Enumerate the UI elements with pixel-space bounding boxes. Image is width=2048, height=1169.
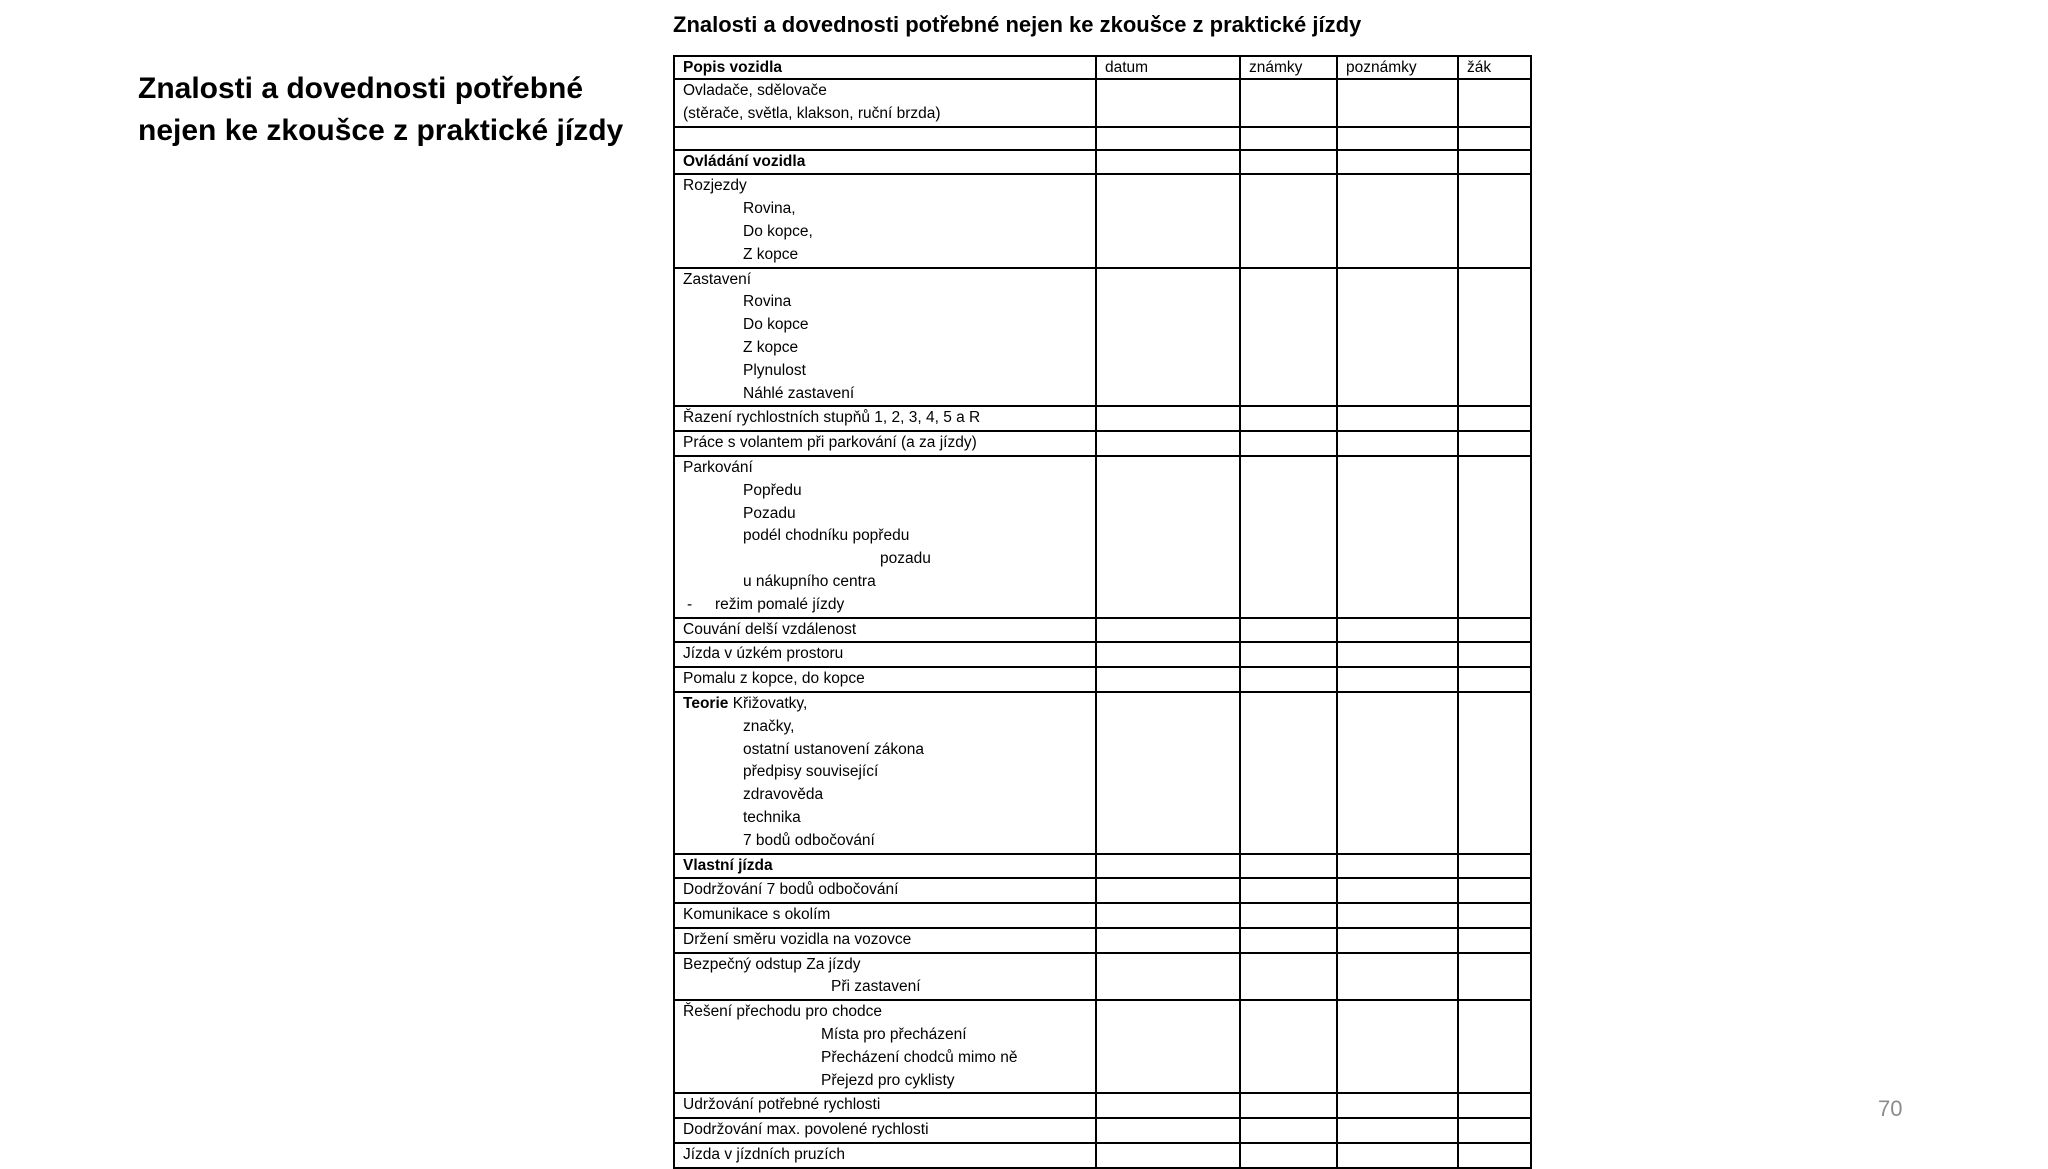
row-teorie-first: Křižovatky, xyxy=(732,694,808,712)
cell-poznamky xyxy=(1337,618,1458,643)
table-row xyxy=(674,1000,1531,1093)
cell-datum xyxy=(1096,150,1240,175)
cell-datum xyxy=(1096,692,1240,854)
table-row xyxy=(674,878,1531,903)
cell-znamky xyxy=(1240,692,1337,854)
page-number: 70 xyxy=(1878,1096,1903,1121)
table-row xyxy=(674,1118,1531,1143)
row-parkovani-item: Pozadu xyxy=(743,504,796,522)
row-label xyxy=(674,174,1096,267)
cell-datum xyxy=(1096,1000,1240,1093)
cell-znamky xyxy=(1240,667,1337,692)
cell-poznamky xyxy=(1337,174,1458,267)
row-reseni-prechodu: Řešení přechodu pro chodce xyxy=(683,1003,883,1021)
cell-poznamky xyxy=(1337,79,1458,127)
cell-datum xyxy=(1096,903,1240,928)
cell-datum xyxy=(1096,667,1240,692)
cell-zak xyxy=(1458,903,1531,928)
cell-poznamky xyxy=(1337,642,1458,667)
header-znamky: známky xyxy=(1240,56,1337,79)
cell-poznamky xyxy=(1337,1000,1458,1093)
cell-zak xyxy=(1458,1118,1531,1143)
cell-znamky xyxy=(1240,79,1337,127)
cell-zak xyxy=(1458,1143,1531,1168)
cell-znamky xyxy=(1240,1143,1337,1168)
cell-zak xyxy=(1458,1093,1531,1118)
table-section-row xyxy=(674,150,1531,175)
slide-title-line-1: Znalosti a dovednosti potřebné xyxy=(138,72,584,105)
row-dodrzovani-max: Dodržování max. povolené rychlosti xyxy=(674,1118,1096,1143)
cell-zak xyxy=(1458,79,1531,127)
row-ovladace-sub: (stěrače, světla, klakson, ruční brzda) xyxy=(683,104,941,122)
row-rozjezdy-item: Z kopce xyxy=(743,245,799,263)
row-label xyxy=(674,268,1096,407)
cell-zak xyxy=(1458,667,1531,692)
row-drzeni-smeru: Držení směru vozidla na vozovce xyxy=(674,928,1096,953)
cell-datum xyxy=(1096,1093,1240,1118)
cell-zak xyxy=(1458,642,1531,667)
document-title: Znalosti a dovednosti potřebné nejen ke zkoušce z praktické jízdy xyxy=(673,12,1362,37)
row-label xyxy=(674,953,1096,1001)
row-label xyxy=(674,692,1096,854)
header-poznamky: poznámky xyxy=(1337,56,1458,79)
cell-zak xyxy=(1458,928,1531,953)
skills-checklist-table xyxy=(673,55,1532,1169)
row-komunikace: Komunikace s okolím xyxy=(674,903,1096,928)
row-zastaveni-item: Plynulost xyxy=(743,361,806,379)
cell-zak xyxy=(1458,456,1531,618)
table-row-empty xyxy=(674,127,1531,150)
row-zastaveni-item: Do kopce xyxy=(743,316,809,334)
row-rezim xyxy=(683,594,1087,617)
row-couvani: Couvání delší vzdálenost xyxy=(674,618,1096,643)
row-prechod-item: Přejezd pro cyklisty xyxy=(821,1071,955,1089)
cell-poznamky xyxy=(1337,667,1458,692)
cell-datum xyxy=(1096,431,1240,456)
row-rozjezdy-item: Rovina, xyxy=(743,200,796,218)
row-rezim-text: režim pomalé jízdy xyxy=(715,595,845,613)
row-teorie xyxy=(683,693,1087,716)
header-zak: žák xyxy=(1458,56,1531,79)
cell-datum xyxy=(1096,79,1240,127)
cell-poznamky xyxy=(1337,150,1458,175)
row-label xyxy=(674,79,1096,127)
cell-zak xyxy=(1458,618,1531,643)
cell-zak xyxy=(1458,127,1531,150)
cell-zak xyxy=(1458,431,1531,456)
row-parkovani: Parkování xyxy=(683,458,753,476)
table-row xyxy=(674,928,1531,953)
row-pomalu: Pomalu z kopce, do kopce xyxy=(674,667,1096,692)
cell-znamky xyxy=(1240,878,1337,903)
cell-poznamky xyxy=(1337,456,1458,618)
row-dodrzovani-7: Dodržování 7 bodů odbočování xyxy=(674,878,1096,903)
row-teorie-item: značky, xyxy=(743,717,795,735)
row-ovladani-vozidla: Ovládání vozidla xyxy=(674,150,1096,175)
cell-zak xyxy=(1458,1000,1531,1093)
table-row xyxy=(674,667,1531,692)
cell-zak xyxy=(1458,692,1531,854)
cell-znamky xyxy=(1240,928,1337,953)
cell-datum xyxy=(1096,1118,1240,1143)
slide-title-line-2: nejen ke zkoušce z praktické jízdy xyxy=(138,114,624,147)
cell-znamky xyxy=(1240,1000,1337,1093)
row-zastaveni-item: Náhlé zastavení xyxy=(743,384,855,402)
row-jizda-pruzich: Jízda v jízdních pruzích xyxy=(674,1143,1096,1168)
cell-poznamky xyxy=(1337,431,1458,456)
cell-poznamky xyxy=(1337,692,1458,854)
cell-poznamky xyxy=(1337,1093,1458,1118)
cell-poznamky xyxy=(1337,928,1458,953)
row-teorie-item: 7 bodů odbočování xyxy=(743,831,875,849)
cell-datum xyxy=(1096,268,1240,407)
table-row xyxy=(674,1093,1531,1118)
cell-znamky xyxy=(1240,174,1337,267)
cell-zak xyxy=(1458,268,1531,407)
cell-datum xyxy=(1096,456,1240,618)
table-row xyxy=(674,268,1531,407)
slide-title xyxy=(138,68,658,152)
table-row xyxy=(674,456,1531,618)
cell-datum xyxy=(1096,928,1240,953)
cell-znamky xyxy=(1240,903,1337,928)
table-row xyxy=(674,692,1531,854)
table-row xyxy=(674,618,1531,643)
cell-datum xyxy=(1096,127,1240,150)
row-rozjezdy: Rozjezdy xyxy=(683,177,747,195)
cell-znamky xyxy=(1240,1118,1337,1143)
cell-znamky xyxy=(1240,1093,1337,1118)
row-vlastni-jizda: Vlastní jízda xyxy=(674,854,1096,879)
table-row xyxy=(674,174,1531,267)
row-parkovani-item: podél chodníku popředu xyxy=(743,527,910,545)
row-parkovani-pozadu: pozadu xyxy=(880,550,931,568)
row-teorie-item: technika xyxy=(743,808,801,826)
row-bezpecny-odstup: Bezpečný odstup Za jízdy xyxy=(683,955,861,973)
row-pri-zastaveni: Při zastavení xyxy=(831,978,921,996)
row-parkovani-item: Popředu xyxy=(743,481,802,499)
cell-poznamky xyxy=(1337,406,1458,431)
row-teorie-item: ostatní ustanovení zákona xyxy=(743,740,924,758)
table-row xyxy=(674,1143,1531,1168)
row-prechod-item: Přecházení chodců mimo ně xyxy=(821,1048,1018,1066)
cell-znamky xyxy=(1240,406,1337,431)
table-row xyxy=(674,431,1531,456)
cell-znamky xyxy=(1240,456,1337,618)
row-ovladace: Ovladače, sdělovače xyxy=(683,82,827,99)
header-popis-vozidla: Popis vozidla xyxy=(674,56,1096,79)
cell-poznamky xyxy=(1337,953,1458,1001)
cell-znamky xyxy=(1240,642,1337,667)
row-zastaveni-item: Rovina xyxy=(743,293,792,311)
cell-znamky xyxy=(1240,150,1337,175)
cell-datum xyxy=(1096,642,1240,667)
cell-poznamky xyxy=(1337,903,1458,928)
cell-znamky xyxy=(1240,268,1337,407)
cell-znamky xyxy=(1240,618,1337,643)
table-row xyxy=(674,79,1531,127)
cell-datum xyxy=(1096,406,1240,431)
row-razeni: Řazení rychlostních stupňů 1, 2, 3, 4, 5 a R xyxy=(674,406,1096,431)
row-teorie-item: předpisy související xyxy=(743,763,879,781)
cell-znamky xyxy=(1240,854,1337,879)
row-prechod-item: Místa pro přecházení xyxy=(821,1026,967,1044)
cell-datum xyxy=(1096,854,1240,879)
cell-datum xyxy=(1096,878,1240,903)
table-section-row xyxy=(674,854,1531,879)
row-zastaveni-item: Z kopce xyxy=(743,338,799,356)
cell-poznamky xyxy=(1337,268,1458,407)
cell-poznamky xyxy=(1337,854,1458,879)
row-label xyxy=(674,1000,1096,1093)
table-row xyxy=(674,953,1531,1001)
cell-zak xyxy=(1458,150,1531,175)
table-header-row xyxy=(674,56,1531,79)
row-zastaveni: Zastavení xyxy=(683,270,752,288)
cell-znamky xyxy=(1240,431,1337,456)
cell-poznamky xyxy=(1337,1143,1458,1168)
cell-poznamky xyxy=(1337,1118,1458,1143)
header-datum: datum xyxy=(1096,56,1240,79)
cell-zak xyxy=(1458,878,1531,903)
row-label xyxy=(674,456,1096,618)
cell-datum xyxy=(1096,618,1240,643)
cell-poznamky xyxy=(1337,127,1458,150)
cell-zak xyxy=(1458,953,1531,1001)
row-udrzovani: Udržování potřebné rychlosti xyxy=(674,1093,1096,1118)
cell-zak xyxy=(1458,854,1531,879)
cell-datum xyxy=(1096,174,1240,267)
table-row xyxy=(674,642,1531,667)
row-teorie-item: zdravověda xyxy=(743,786,824,804)
cell-datum xyxy=(1096,1143,1240,1168)
table-row xyxy=(674,903,1531,928)
row-teorie-label: Teorie xyxy=(683,694,729,712)
cell-datum xyxy=(1096,953,1240,1001)
cell-zak xyxy=(1458,406,1531,431)
cell-poznamky xyxy=(1337,878,1458,903)
row-jizda-uzkem: Jízda v úzkém prostoru xyxy=(674,642,1096,667)
cell-zak xyxy=(1458,174,1531,267)
row-rezim-dash: - xyxy=(687,595,693,613)
cell-znamky xyxy=(1240,953,1337,1001)
row-parkovani-centrum: u nákupního centra xyxy=(743,572,876,590)
cell-znamky xyxy=(1240,127,1337,150)
table-row xyxy=(674,406,1531,431)
row-rozjezdy-item: Do kopce, xyxy=(743,222,813,240)
row-label xyxy=(674,127,1096,150)
row-prace-volantem: Práce s volantem při parkování (a za jízdy) xyxy=(674,431,1096,456)
